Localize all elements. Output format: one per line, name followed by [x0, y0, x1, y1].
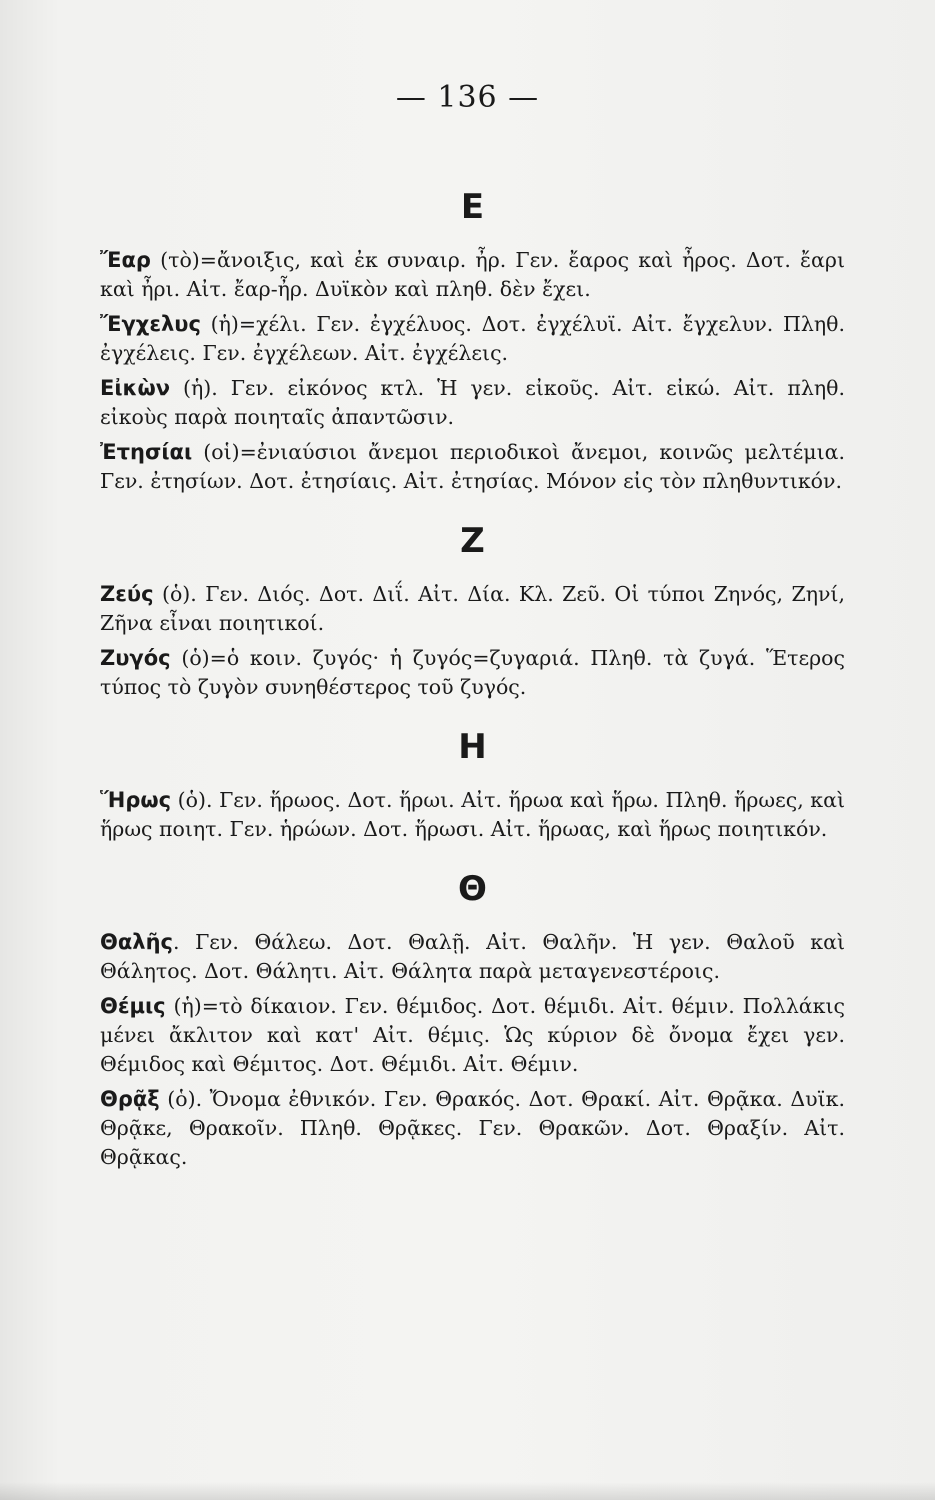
- entry-lemma: Εἰκὼν: [100, 376, 171, 400]
- entry-lemma: Ἥρως: [100, 788, 172, 812]
- entry-body: (οἱ)=ἐνιαύσιοι ἄνεμοι περιοδικοὶ ἄνεμοι, κοινῶς μελτέμια. Γεν. ἐτησίων. Δοτ. ἐτησίαις. Αἰτ. ἐτησίας. Μόνον εἰς τὸν πληθυντικόν.: [100, 440, 845, 493]
- entry-themis: [100, 992, 845, 1079]
- entry-body: (τὸ)=ἄνοιξις, καὶ ἐκ συναιρ. ἦρ. Γεν. ἔαρος καὶ ἦρος. Δοτ. ἔαρι καὶ ἦρι. Αἰτ. ἔαρ-ἦρ. Δυϊκὸν καὶ πληθ. δὲν ἔχει.: [100, 248, 845, 301]
- entry-thales: [100, 928, 845, 986]
- page-number: — 136 —: [395, 80, 540, 115]
- entry-body: . Γεν. Θάλεω. Δοτ. Θαλῇ. Αἰτ. Θαλῆν. Ἡ γεν. Θαλοῦ καὶ Θάλητος. Δοτ. Θάλητι. Αἰτ. Θάλητα παρὰ μεταγενεστέροις.: [100, 930, 845, 983]
- entry-body: (ὁ). Ὄνομα ἐθνικόν. Γεν. Θρακός. Δοτ. Θρακί. Αἰτ. Θρᾷκα. Δυϊκ. Θρᾷκε, Θρακοῖν. Πληθ. Θρᾷκες. Γεν. Θρακῶν. Δοτ. Θραξίν. Αἰτ. Θρᾷκας.: [100, 1087, 845, 1169]
- section-letter-zeta: Ζ: [460, 521, 485, 561]
- page-bottom-shadow: [0, 1482, 935, 1500]
- section-letter-epsilon: Ε: [460, 187, 485, 227]
- entry-lemma: Ἐτησίαι: [100, 440, 193, 464]
- entry-body: (ἡ)=τὸ δίκαιον. Γεν. θέμιδος. Δοτ. θέμιδι. Αἰτ. θέμιν. Πολλάκις μένει ἄκλιτον καὶ κατ' Αἰτ. θέμις. Ὡς κύριον δὲ ὄνομα ἔχει γεν. Θέμιδος καὶ Θέμιτος. Δοτ. Θέμιδι. Αἰτ. Θέμιν.: [100, 994, 845, 1076]
- entry-eikon: [100, 374, 845, 432]
- entry-lemma: Ἔγχελυς: [100, 312, 201, 336]
- entry-enchelys: [100, 310, 845, 368]
- entry-ear: [100, 246, 845, 304]
- entry-lemma: Ζεύς: [100, 582, 154, 606]
- entry-heros: [100, 786, 845, 844]
- dictionary-text: [100, 150, 845, 1178]
- entry-zeus: [100, 580, 845, 638]
- entry-body: (ὁ)=ὁ κοιν. ζυγός· ἡ ζυγός=ζυγαριά. Πληθ. τὰ ζυγά. Ἕτερος τύπος τὸ ζυγὸν συνηθέστερος τοῦ ζυγός.: [100, 646, 845, 699]
- entry-lemma: Ἔαρ: [100, 248, 151, 272]
- entry-etesiai: [100, 438, 845, 496]
- section-letter-eta: Η: [458, 727, 487, 767]
- entry-lemma: Ζυγός: [100, 646, 171, 670]
- entry-zygos: [100, 644, 845, 702]
- section-letter-theta: Θ: [458, 869, 487, 909]
- entry-body: (ὁ). Γεν. Διός. Δοτ. Διΐ. Αἰτ. Δία. Κλ. Ζεῦ. Οἱ τύποι Ζηνός, Ζηνί, Ζῆνα εἶναι ποιητικοί.: [100, 582, 845, 635]
- entry-body: (ἡ). Γεν. εἰκόνος κτλ. Ἡ γεν. εἰκοῦς. Αἰτ. εἰκώ. Αἰτ. πληθ. εἰκοὺς παρὰ ποιηταῖς ἀπαντῶσιν.: [100, 376, 845, 429]
- entry-lemma: Θρᾷξ: [100, 1087, 160, 1111]
- entry-body: (ἡ)=χέλι. Γεν. ἐγχέλυος. Δοτ. ἐγχέλυϊ. Αἰτ. ἔγχελυν. Πληθ. ἐγχέλεις. Γεν. ἐγχέλεων. Αἰτ. ἐγχέλεις.: [100, 312, 845, 365]
- entry-body: (ὁ). Γεν. ἥρωος. Δοτ. ἥρωι. Αἰτ. ἥρωα καὶ ἥρω. Πληθ. ἥρωες, καὶ ἥρως ποιητ. Γεν. ἡρώων. Δοτ. ἥρωσι. Αἰτ. ἥρωας, καὶ ἥρως ποιητικόν.: [100, 788, 845, 841]
- entry-lemma: Θαλῆς: [100, 930, 173, 954]
- entry-thrax: [100, 1085, 845, 1172]
- entry-lemma: Θέμις: [100, 994, 166, 1018]
